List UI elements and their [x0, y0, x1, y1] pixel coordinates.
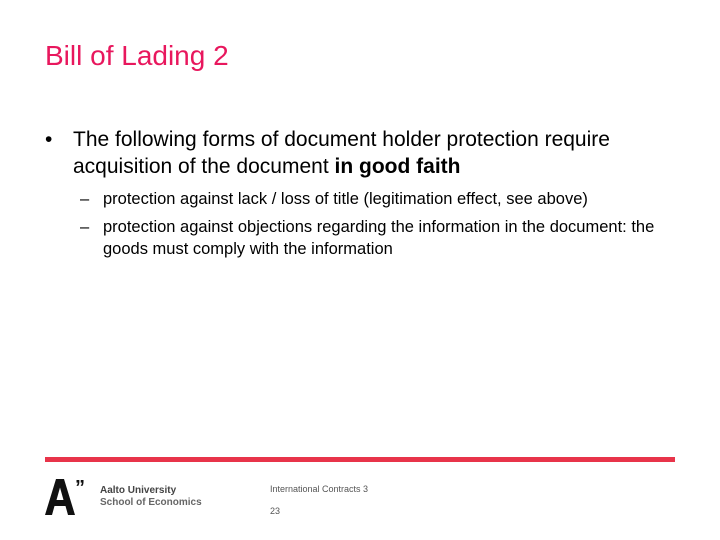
logo-text [100, 485, 202, 509]
bullet-marker: • [45, 128, 53, 151]
page-number: 23 [270, 506, 281, 516]
logo-line-school: School of Economics [100, 497, 202, 508]
footer-course-name: International Contracts 3 [270, 484, 369, 494]
aalto-logo [45, 478, 202, 516]
aalto-a-icon [45, 479, 93, 515]
sub-bullet-text: protection against lack / loss of title (legitimation effect, see above) [103, 190, 588, 208]
sub-bullet-marker: – [80, 218, 90, 236]
bullet-emphasis: in good faith [334, 155, 461, 178]
footer-divider [45, 457, 675, 462]
sub-bullet-text: protection against objections regarding the information in the document: the goods must comply with the information [103, 218, 655, 258]
sub-bullet-list [45, 188, 665, 260]
bullet-list [45, 126, 665, 266]
sub-bullet-item [80, 216, 665, 260]
sub-bullet-marker: – [80, 190, 90, 208]
bullet-text: The following forms of document holder protection require acquisition of the document [73, 128, 610, 178]
sub-bullet-item [80, 188, 665, 210]
slide-title: Bill of Lading 2 [45, 40, 229, 71]
svg-text:”: ” [75, 479, 85, 499]
logo-line-university: Aalto University [100, 485, 177, 496]
bullet-item [45, 126, 665, 180]
